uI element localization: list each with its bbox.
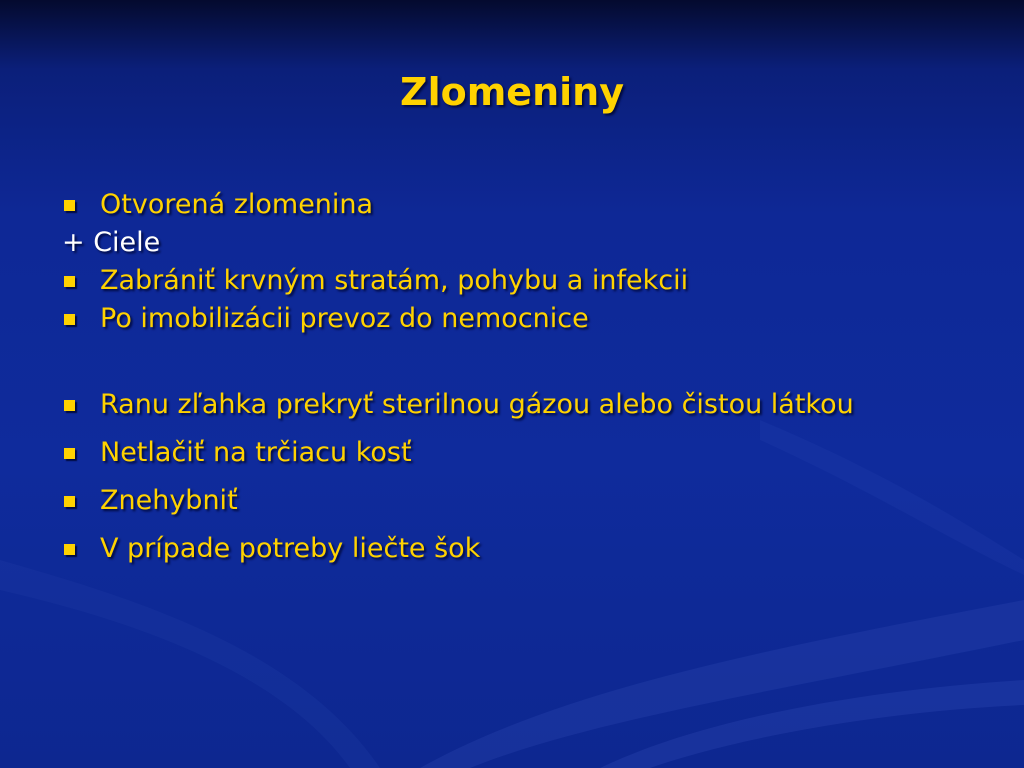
list-item-text: Zabrániť krvným stratám, pohybu a infekcii — [100, 265, 689, 296]
list-item-goals-heading — [62, 224, 962, 262]
list-item-open-fracture — [62, 186, 962, 224]
square-bullet-icon — [64, 200, 75, 211]
spacer — [62, 338, 962, 386]
square-bullet-icon — [64, 448, 75, 459]
list-item-text: Znehybniť — [100, 485, 238, 516]
square-bullet-icon — [64, 400, 75, 411]
square-bullet-icon — [64, 544, 75, 555]
list-item-text: V prípade potreby liečte šok — [100, 533, 481, 564]
square-bullet-icon — [64, 276, 75, 287]
list-item-cover-wound — [62, 386, 962, 424]
list-item-transport — [62, 300, 962, 338]
list-item-text: + Ciele — [62, 227, 161, 258]
slide-content — [62, 186, 962, 568]
list-item-text: Netlačiť na trčiacu kosť — [100, 437, 412, 468]
list-item-text: Po imobilizácii prevoz do nemocnice — [100, 303, 589, 334]
list-item-text: Otvorená zlomenina — [100, 189, 374, 220]
list-item-no-pressure — [62, 434, 962, 472]
list-item-prevent-loss — [62, 262, 962, 300]
list-item-treat-shock — [62, 530, 962, 568]
list-item-text: Ranu zľahka prekryť sterilnou gázou alebo čistou látkou — [100, 389, 854, 420]
list-item-immobilize — [62, 482, 962, 520]
square-bullet-icon — [64, 496, 75, 507]
square-bullet-icon — [64, 314, 75, 325]
slide-title: Zlomeniny — [400, 70, 624, 114]
